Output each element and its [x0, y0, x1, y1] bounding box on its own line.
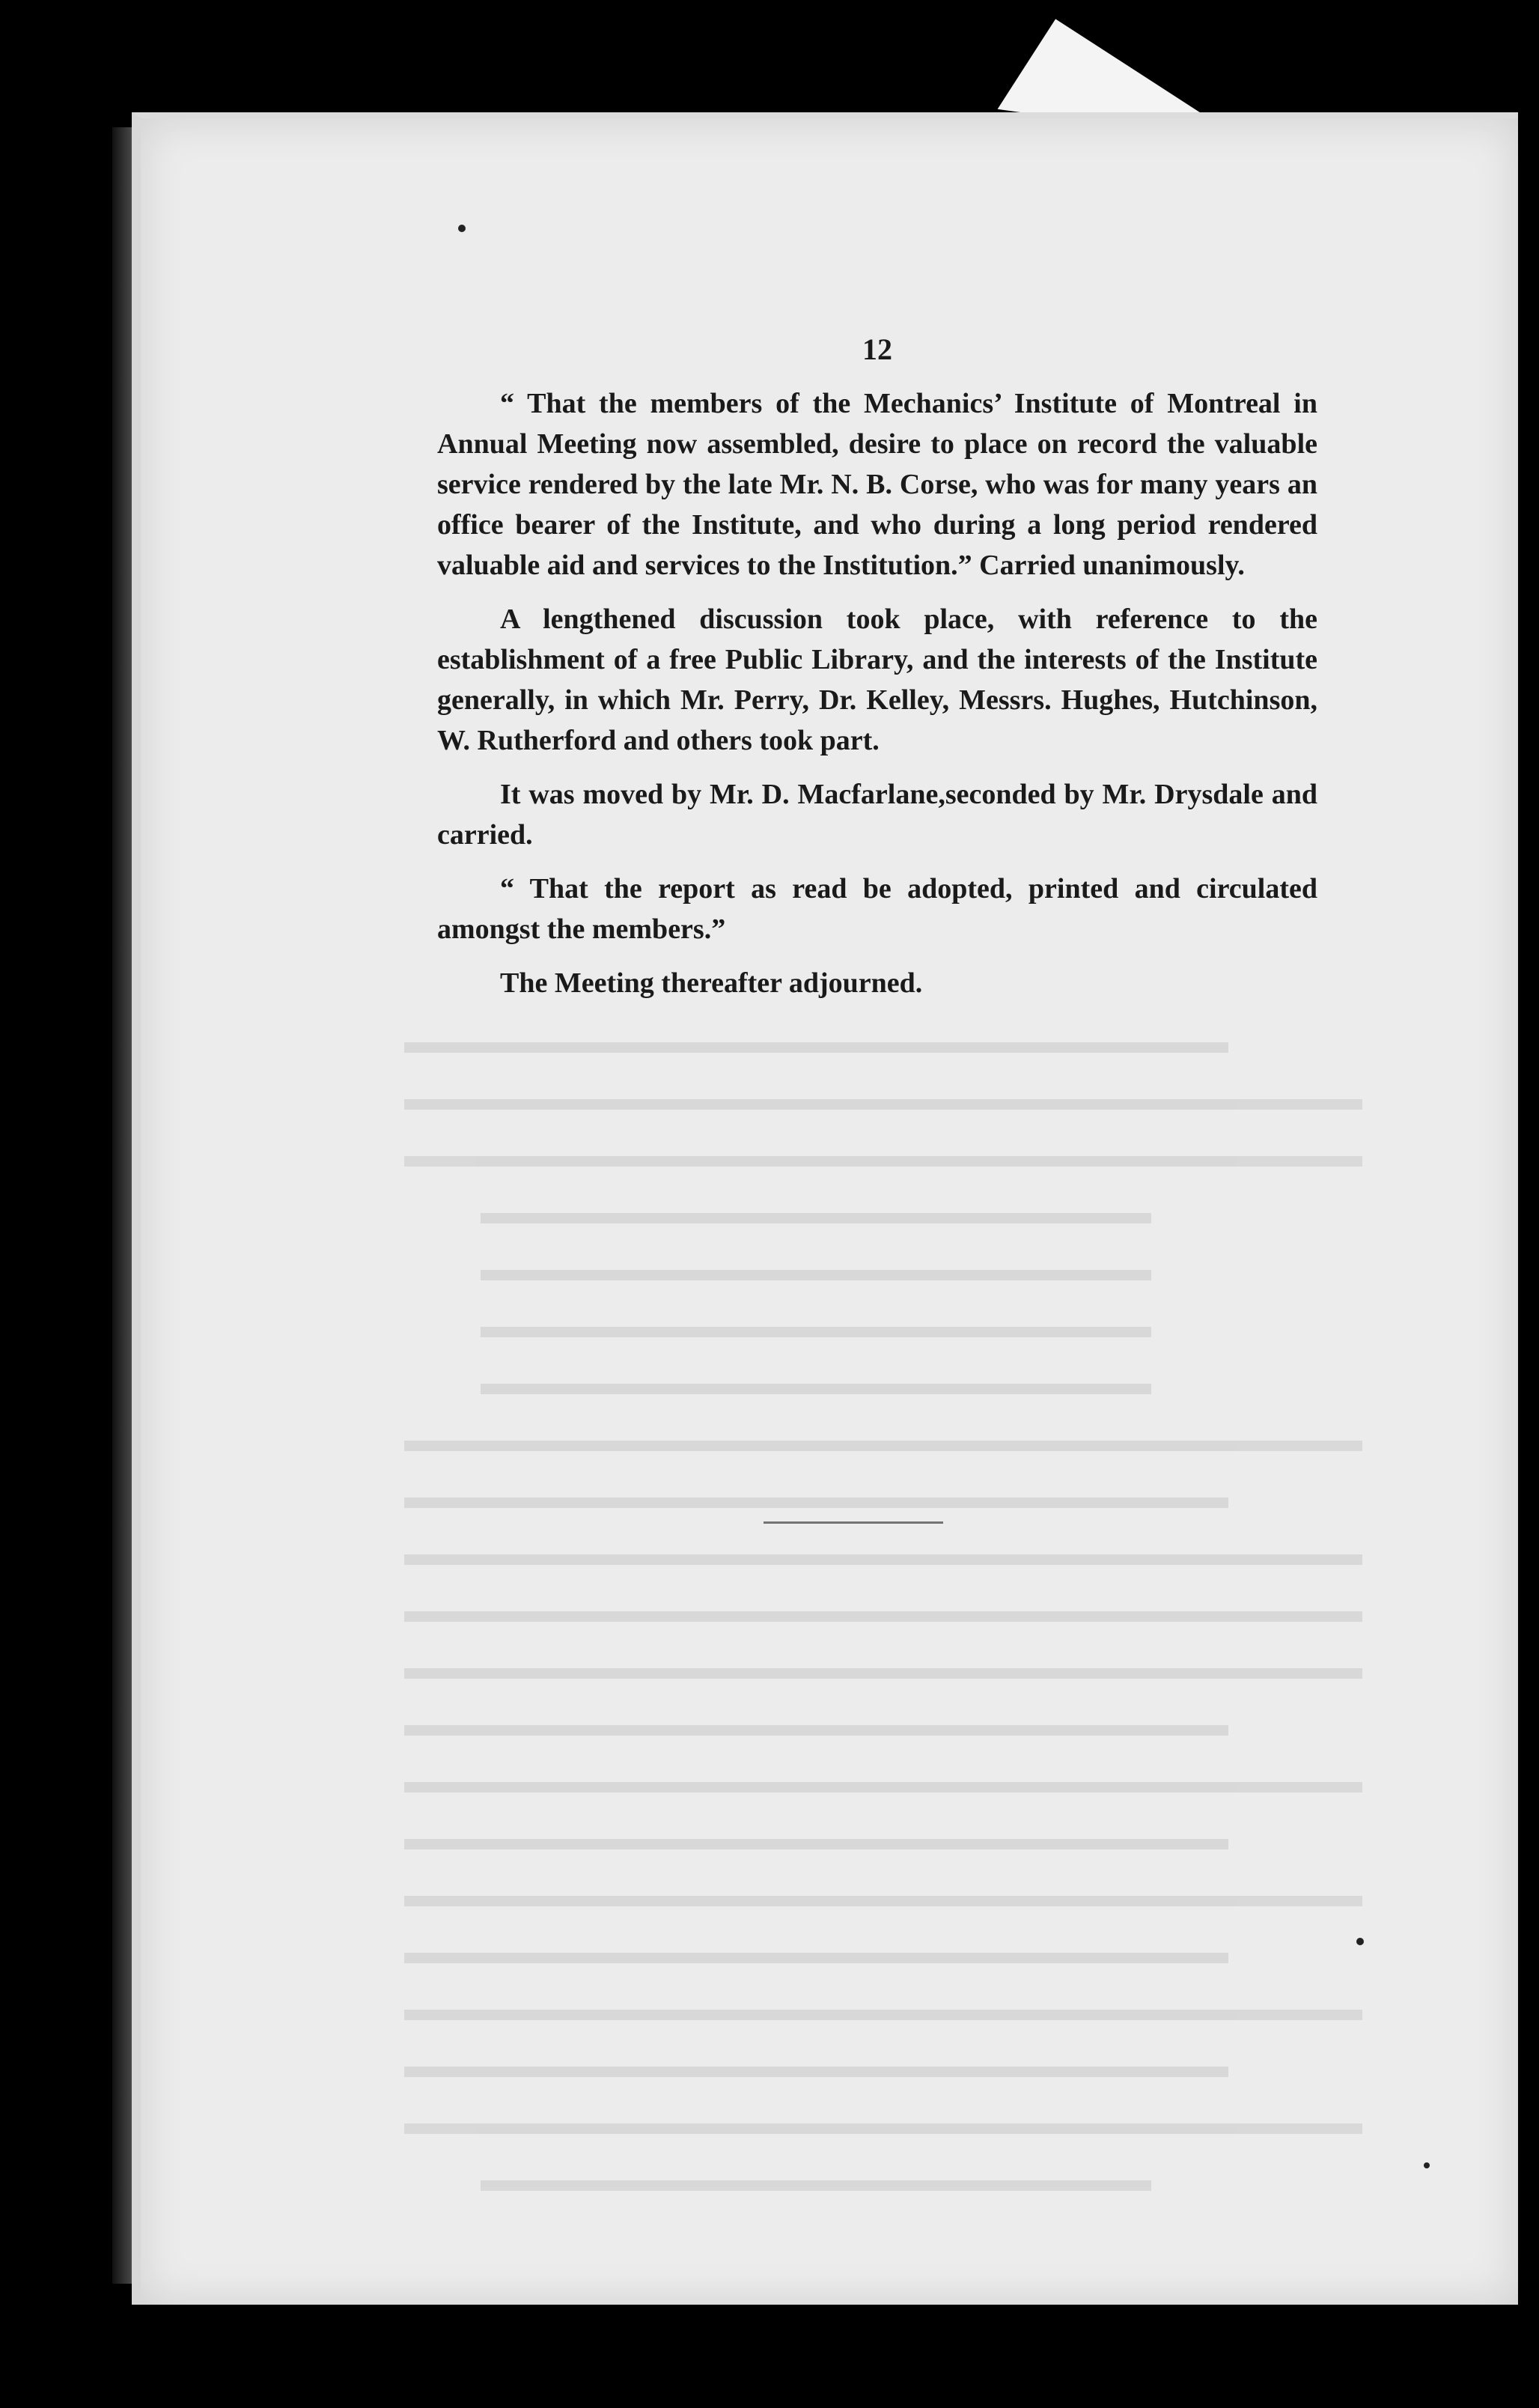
- paragraph-motion: It was moved by Mr. D. Macfarlane,seconded by Mr. Drysdale and carried.: [437, 779, 1317, 851]
- dust-speck: [1424, 2162, 1430, 2168]
- dust-speck: [458, 225, 466, 232]
- bleed-through-text: [404, 996, 1362, 1999]
- page-text: [437, 329, 1317, 1017]
- paragraph-report-resolution: “ That the report as read be adopted, printed and circulated amongst the members.”: [437, 873, 1317, 945]
- page-number: 12: [862, 332, 892, 366]
- bleed-through-rule: [764, 1521, 943, 1524]
- paragraph-resolution: “ That the members of the Mechanics’ Institute of Montreal in Annual Meeting now assembled, desire to place on record the valuable service rendered by the late Mr. N. B. Corse, who was for many years an office bearer of the Institute, and who during a long period rendered valuable aid and services to the Institution.” Carried unanimously.: [437, 388, 1317, 581]
- dust-speck: [1356, 1938, 1364, 1945]
- paragraph-discussion: A lengthened discussion took place, with reference to the establishment of a free Public Library, and the interests of the Institute generally, in which Mr. Perry, Dr. Kelley, Messrs. Hughes, Hutchinson, W. Rutherford and others took part.: [437, 603, 1317, 756]
- paragraph-adjournment: The Meeting thereafter adjourned.: [500, 967, 923, 999]
